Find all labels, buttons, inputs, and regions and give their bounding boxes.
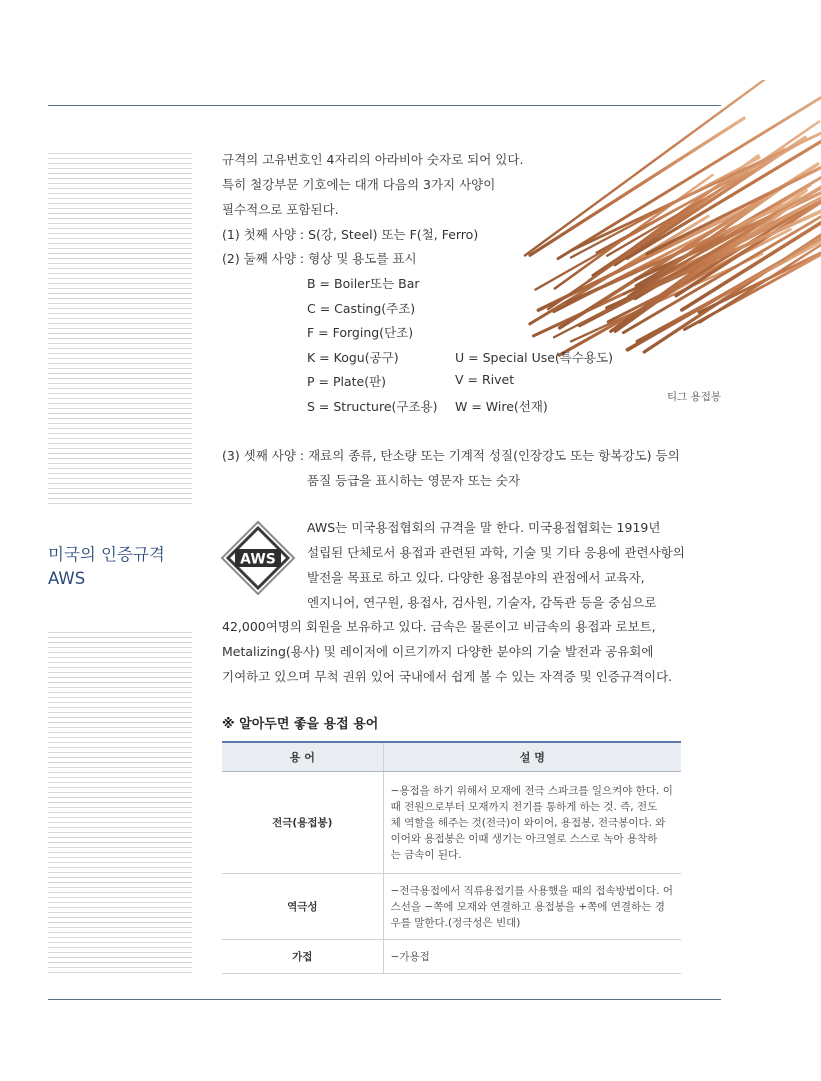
description-cell bbox=[383, 940, 681, 974]
third-spec-line-2: 품질 등급을 표시하는 영문자 또는 숫자 bbox=[307, 473, 521, 488]
code-p: P = Plate(판) bbox=[307, 374, 387, 389]
section-title-line-1: 미국의 인증규격 bbox=[48, 545, 165, 564]
intro-line: 규격의 고유번호인 4자리의 아라비아 숫자로 되어 있다. bbox=[222, 152, 524, 167]
code-v: V = Rivet bbox=[455, 372, 515, 387]
table-row bbox=[222, 940, 681, 974]
description-line: 는 금속이 된다. bbox=[390, 848, 462, 861]
term-cell: 가접 bbox=[222, 940, 383, 974]
section-title bbox=[48, 543, 165, 591]
aws-line: AWS는 미국용접협회의 규격을 말 한다. 미국용접협회는 1919년 bbox=[307, 520, 661, 535]
left-stripes-bottom bbox=[48, 632, 192, 974]
description-line: 체 역할을 해주는 것(전극)이 와이어, 용접봉, 전극봉이다. 와 bbox=[390, 816, 666, 829]
first-spec-line: (1) 첫째 사양 : S(강, Steel) 또는 F(철, Ferro) bbox=[222, 227, 479, 242]
description-cell bbox=[383, 772, 681, 874]
description-line: 때 전원으로부터 모재까지 전기를 통하게 하는 것. 즉, 전도 bbox=[390, 800, 658, 813]
header-term: 용 어 bbox=[222, 742, 383, 772]
tig-welding-rods-image bbox=[480, 80, 821, 420]
intro-line: 필수적으로 포함된다. bbox=[222, 202, 339, 217]
aws-line: 발전을 목표로 하고 있다. 다양한 용접분야의 관점에서 교육자, bbox=[307, 570, 645, 585]
left-stripes-top bbox=[48, 153, 192, 508]
code-c: C = Casting(주조) bbox=[307, 301, 416, 316]
code-s: S = Structure(구조용) bbox=[307, 399, 438, 414]
aws-line: Metalizing(용사) 및 레이저에 이르기까지 다양한 분야의 기술 발전과 공유회에 bbox=[222, 644, 654, 659]
aws-line: 설립된 단체로서 용접과 관련된 과학, 기술 및 기타 응용에 관련사항의 bbox=[307, 545, 685, 560]
intro-line: 특히 철강부문 기호에는 대개 다음의 3가지 사양이 bbox=[222, 177, 496, 192]
table-row bbox=[222, 772, 681, 874]
code-u: U = Special Use(특수용도) bbox=[455, 350, 613, 365]
note-title: ※ 알아두면 좋을 용접 용어 bbox=[222, 717, 379, 732]
bottom-rule bbox=[48, 999, 721, 1000]
code-f: F = Forging(단조) bbox=[307, 325, 414, 340]
description-cell bbox=[383, 874, 681, 940]
term-cell: 역극성 bbox=[222, 874, 383, 940]
description-line: −가용접 bbox=[390, 950, 430, 963]
aws-line: 42,000여명의 회원을 보유하고 있다. 금속은 물론이고 비금속의 용접과 로보트, bbox=[222, 619, 656, 634]
code-k: K = Kogu(공구) bbox=[307, 350, 399, 365]
table-header-row bbox=[222, 742, 681, 772]
description-line: 우를 말한다.(정극성은 빈대) bbox=[390, 916, 521, 929]
aws-line: 엔지니어, 연구원, 용접사, 검사원, 기술자, 감독관 등을 중심으로 bbox=[307, 595, 657, 610]
table-row bbox=[222, 874, 681, 940]
description-line: −전극용접에서 직류용접기를 사용했을 때의 접속방법이다. 어 bbox=[390, 884, 673, 897]
welding-terms-table bbox=[222, 741, 681, 974]
term-cell: 전극(용접봉) bbox=[222, 772, 383, 874]
aws-line: 기여하고 있으며 무척 권위 있어 국내에서 쉽게 볼 수 있는 자격증 및 인증규격이다. bbox=[222, 669, 673, 684]
section-title-line-2: AWS bbox=[48, 569, 86, 588]
aws-logo bbox=[220, 520, 296, 596]
description-line: 스선을 −쪽에 모재와 연결하고 용접봉을 +쪽에 연결하는 경 bbox=[390, 900, 665, 913]
code-w: W = Wire(선재) bbox=[455, 399, 548, 414]
rod-caption: 티그 용접봉 bbox=[667, 391, 722, 403]
third-spec-line: (3) 셋째 사양 : 재료의 종류, 탄소량 또는 기계적 성질(인장강도 또는 항복강도) 등의 bbox=[222, 448, 680, 463]
header-description: 설 명 bbox=[383, 742, 681, 772]
second-spec-line: (2) 둘째 사양 : 형상 및 용도를 표시 bbox=[222, 251, 417, 266]
description-line: −용접을 하기 위해서 모재에 전극 스파크를 일으켜야 한다. 이 bbox=[390, 784, 673, 797]
code-b: B = Boiler또는 Bar bbox=[307, 276, 420, 291]
aws-logo-text: AWS bbox=[240, 551, 276, 568]
welding-rod bbox=[530, 118, 744, 255]
description-line: 이어와 용접봉은 이때 생기는 아크열로 스스로 녹아 용착하 bbox=[390, 832, 658, 845]
